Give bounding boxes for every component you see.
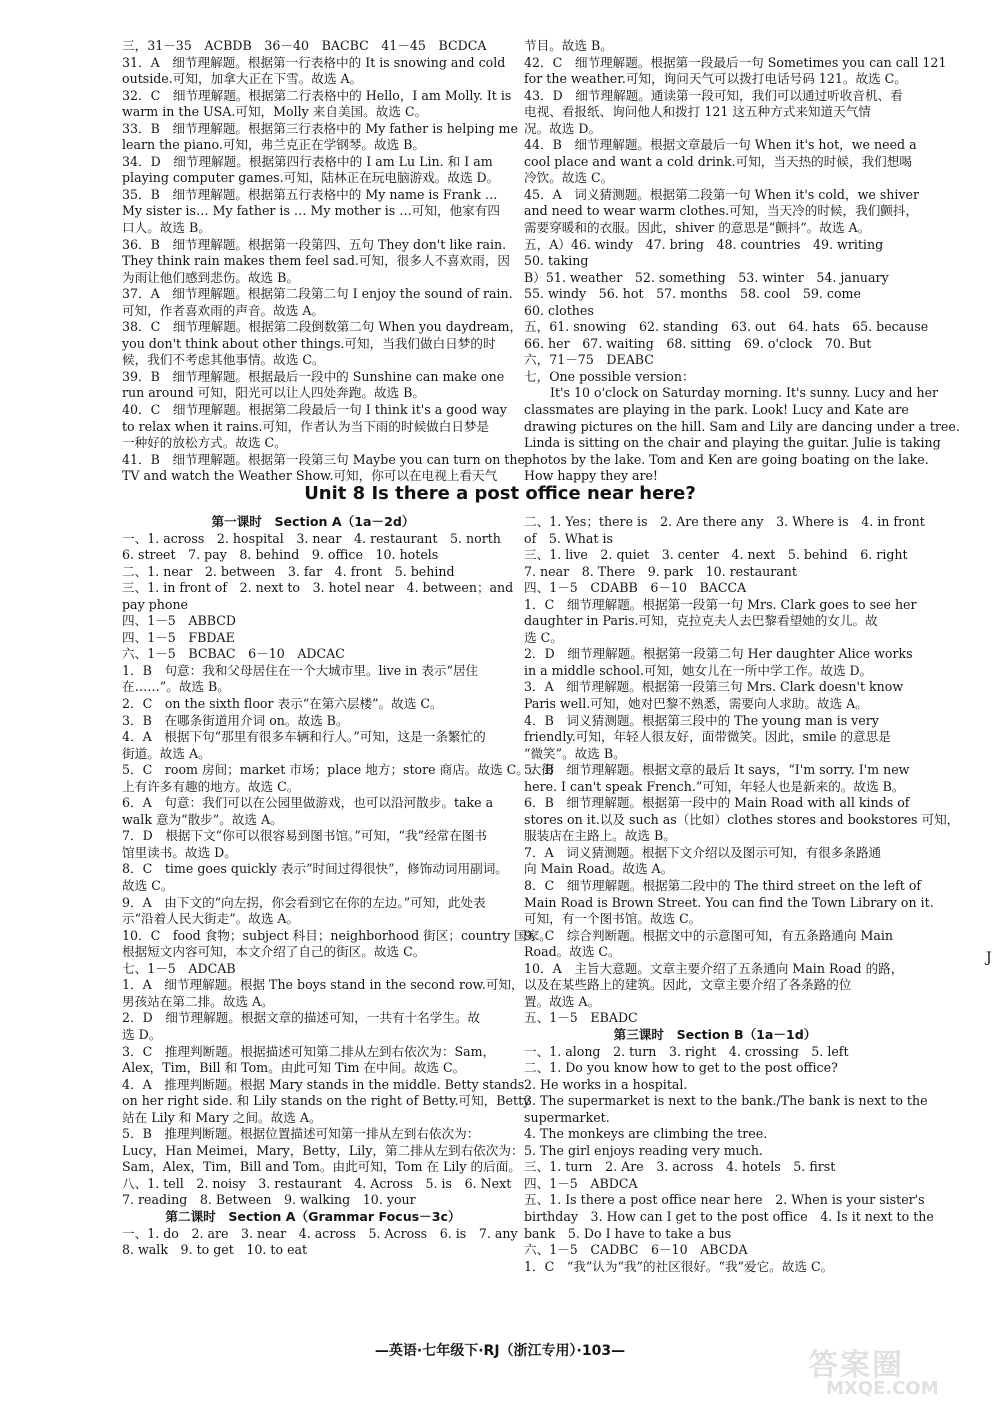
text-line: 8．C time goes quickly 表示“时间过得很快”，修饰动词用副词。 [122,861,508,877]
text-line: stores on it.以及 such as（比如）clothes stores and bookstores 可知， [524,811,960,827]
text-line: you don't think about other things.可知，当我们做白日梦的时 [122,335,496,351]
text-line: 四、1－5 CDABB 6－10 BACCA [524,580,747,596]
text-line: 7. near 8. There 9. park 10. restaurant [524,563,797,579]
text-line: 4．A 推理判断题。根据 Mary stands in the middle. Betty stands [122,1076,525,1092]
text-line: 三，31－35 ACBDB 36－40 BACBC 41－45 BCDCA [122,38,487,53]
text-line: Lucy，Han Meimei，Mary，Betty，Lily，第二排从左到右依次为： [122,1142,524,1158]
text-line: in a middle school.可知，她女儿在一所中学工作。故选 D。 [524,662,873,678]
text-line: 四、1－5 ABDCA [524,1175,638,1191]
text-line: 32．C 细节理解题。根据第二行表格中的 Hello，I am Molly. It is [122,87,512,103]
text-line: 八、1. tell 2. noisy 3. restaurant 4. Across 5. is 6. Next [122,1175,512,1191]
text-line: 4. The monkeys are climbing the tree. [524,1126,768,1142]
text-line: 10．C food 食物；subject 科目；neighborhood 街区；country 国家。 [122,927,552,943]
text-line: How happy they are! [524,468,658,484]
text-line: 四、1－5 FBDAE [122,629,235,645]
watermark-url: MXQE.COM [826,1378,939,1399]
text-line: 2．D 细节理解题。根据文章的描述可知，一共有十名学生。故 [122,1010,481,1026]
text-line: 根据短文内容可知，本文介绍了自己的街区。故选 C。 [122,944,426,960]
text-line: 向 Main Road。故选 A。 [524,861,674,877]
text-line: TV and watch the Weather Show.可知，你可以在电视上看天气 [122,468,498,484]
text-line: 34．D 细节理解题。根据第四行表格中的 I am Lu Lin. 和 I am [122,153,493,169]
text-line: Linda is sitting on the chair and playing the guitar. Julie is taking [524,435,941,451]
text-line: 况。故选 D。 [524,120,602,136]
text-line: 31．A 细节理解题。根据第一行表格中的 It is snowing and cold [122,54,506,70]
text-line: 3．A 细节理解题。根据第一段第三句 Mrs. Clark doesn't know [524,679,904,695]
text-line: 站在 Lily 和 Mary 之间。故选 A。 [122,1109,322,1125]
text-line: 66. her 67. waiting 68. sitting 69. o'clock 70. But [524,335,872,351]
text-line: 二、1. Do you know how to get to the post office? [524,1060,838,1076]
text-line: 五，61. snowing 62. standing 63. out 64. hats 65. because [524,319,929,335]
text-line: 上有许多有趣的地方。故选 C。 [122,778,300,794]
text-line: 一、1. do 2. are 3. near 4. across 5. Across 6. is 7. any [122,1225,518,1241]
text-line: 五、1. Is there a post office near here 2. When is your sister's [524,1192,925,1208]
text-line: 选 C。 [524,629,563,645]
text-line: 六、1－5 BCBAC 6－10 ADCAC [122,646,345,662]
top-left-column [122,38,525,485]
text-line: 六，71－75 DEABC [524,352,654,368]
text-line: 三、1. live 2. quiet 3. center 4. next 5. behind 6. right [524,547,908,563]
text-line: here. I can't speak French.”可知，年轻人也是新来的。故选 B。 [524,778,905,794]
bottom-left-column [122,514,555,1259]
text-line: 可知，有一个图书馆。故选 C。 [524,911,702,927]
text-line: Road。故选 C。 [524,944,621,960]
text-line: 1．C “我”认为“我”的社区很好。“我”爱它。故选 C。 [524,1258,834,1274]
text-line: 41．B 细节理解题。根据第一段第三句 Maybe you can turn on the [122,451,525,467]
text-line: 4．A 根据下句“那里有很多车辆和行人。”可知，这是一条繁忙的 [122,729,486,745]
text-line: friendly.可知，年轻人很友好，面带微笑。因此，smile 的意思是 [524,729,891,745]
text-line: 电视、看报纸、询问他人和拨打 121 这五种方式来知道天气情 [524,104,871,120]
text-line: 39．B 细节理解题。根据最后一段中的 Sunshine can make one [122,368,505,384]
text-line: 一种好的放松方式。故选 C。 [122,435,287,451]
text-line: 8. walk 9. to get 10. to eat [122,1242,308,1258]
text-line: 5. The girl enjoys reading very much. [524,1142,763,1158]
text-line: photos by the lake. Tom and Ken are going boating on the lake. [524,451,929,467]
text-line: 二、1. Yes；there is 2. Are there any 3. Where is 4. in front [524,514,925,529]
text-line: 一、1. across 2. hospital 3. near 4. restaurant 5. north [122,530,501,546]
text-line: and need to wear warm clothes.可知，当天冷的时候，我们颤抖， [524,203,919,219]
text-line: 7. reading 8. Between 9. walking 10. your [122,1192,416,1208]
text-line: 五，A）46. windy 47. bring 48. countries 49. writing [524,236,884,252]
text-line: 4．B 词义猜测题。根据第三段中的 The young man is very [524,712,879,728]
text-line: 三、1. turn 2. Are 3. across 4. hotels 5. first [524,1159,836,1175]
text-line: 60. clothes [524,302,594,318]
text-line: 候，我们不考虑其他事情。故选 C。 [122,352,325,368]
text-line: 6．A 句意：我们可以在公园里做游戏，也可以沿河散步。take a [122,795,494,811]
text-line: 置。故选 A。 [524,993,601,1009]
text-line: My sister is… My father is … My mother is …可知，他家有四 [122,203,500,219]
text-line: It's 10 o'clock on Saturday morning. It's sunny. Lucy and her [550,385,939,401]
text-line: 节目。故选 B。 [524,38,613,53]
text-line: run around 可知，阳光可以让人四处奔跑。故选 B。 [122,385,425,401]
text-line: They think rain makes them feel sad.可知，很多人不喜欢雨，因 [122,253,511,269]
text-line: 服装店在主路上。故选 B。 [524,828,676,844]
text-line: 42．C 细节理解题。根据第一段最后一句 Sometimes you can call 121 [524,54,947,70]
text-line: bank 5. Do I have to take a bus [524,1225,732,1241]
text-line: 2．D 细节理解题。根据第一段第二句 Her daughter Alice works [524,646,913,662]
text-line: 3. The supermarket is next to the bank./The bank is next to the [524,1093,928,1109]
text-line: 故选 C。 [122,878,174,894]
text-line: 8．C 细节理解题。根据第二段中的 The third street on the left of [524,878,922,894]
text-line: warm in the USA.可知，Molly 来自美国。故选 C。 [122,104,428,120]
text-line: 馆里读书。故选 D。 [122,844,237,860]
text-line: daughter in Paris.可知，克拉克夫人去巴黎看望她的女儿。故 [524,613,878,629]
bottom-right-column [524,514,960,1275]
text-line: 3．C 推理判断题。根据描述可知第二排从左到右依次为：Sam， [122,1043,496,1059]
unit-title: Unit 8 Is there a post office near here? [304,483,696,504]
text-line: 示“沿着人民大街走”。故选 A。 [122,911,300,927]
text-line: 在……”。故选 B。 [122,679,230,695]
text-line: 36．B 细节理解题。根据第一段第四、五句 They don't like rain. [122,236,507,252]
text-line: 6. street 7. pay 8. behind 9. office 10. hotels [122,547,439,563]
text-line: 2．C on the sixth floor 表示“在第六层楼”。故选 C。 [122,696,443,712]
text-line: “微笑”。故选 B。 [524,745,626,761]
watermark-text: 答案圈 [808,1348,904,1383]
text-line: 35．B 细节理解题。根据第五行表格中的 My name is Frank … [122,186,498,202]
text-line: supermarket. [524,1109,610,1125]
text-line: drawing pictures on the hill. Sam and Lily are dancing under a tree. [524,418,960,434]
text-line: 37．A 细节理解题。根据第二段第二句 I enjoy the sound of rain. [122,286,513,302]
text-line: 七，One possible version： [524,368,695,384]
text-line: 50. taking [524,253,589,269]
text-line: 9．A 由下文的“向左拐，你会看到它在你的左边。”可知，此处表 [122,894,486,910]
text-line: 45．A 词义猜测题。根据第二段第一句 When it's cold，we shiver [524,186,920,202]
text-line: birthday 3. How can I get to the post office 4. Is it next to the [524,1208,934,1224]
text-line: 男孩站在第二排。故选 A。 [122,993,274,1009]
text-line: 9．C 综合判断题。根据文中的示意图可知，有五条路通向 Main [524,927,894,943]
text-line: on her right side. 和 Lily stands on the right of Betty.可知，Betty [122,1093,531,1109]
text-line: 43．D 细节理解题。通读第一段可知，我们可以通过听收音机、看 [524,87,903,103]
section-heading: 第二课时 Section A（Grammar Focus－3c） [165,1208,461,1224]
page-footer: —英语·七年级下·RJ（浙江专用）·103— [374,1343,626,1359]
text-line: 1．A 细节理解题。根据 The boys stand in the second row.可知， [122,977,524,993]
text-line: 冷饮。故选 C。 [524,170,614,186]
text-line: 五、1－5 EBADC [524,1010,638,1026]
text-line: for the weather.可知，询问天气可以拨打电话号码 121。故选 C。 [524,71,907,87]
text-line: B）51. weather 52. something 53. winter 54. january [524,269,889,285]
text-line: 6．B 细节理解题。根据第一段中的 Main Road with all kinds of [524,795,910,811]
text-line: Paris well.可知，她对巴黎不熟悉，需要向人求助。故选 A。 [524,696,868,712]
margin-mark: J [986,950,992,966]
watermark-logo [808,1340,990,1402]
text-line: Sam，Alex，Tim，Bill and Tom。由此可知，Tom 在 Lily 的后面。 [122,1159,521,1175]
text-line: 需要穿暖和的衣服。因此，shiver 的意思是“颤抖”。故选 A。 [524,220,871,236]
text-line: 二、1. near 2. between 3. far 4. front 5. behind [122,563,455,579]
text-line: learn the piano.可知，弗兰克正在学钢琴。故选 B。 [122,137,425,153]
text-line: 33．B 细节理解题。根据第三行表格中的 My father is helping me [122,120,518,136]
text-line: 5．C room 房间；market 市场；place 地方；store 商店。故选 C。大街 [122,762,555,778]
text-line: 七、1－5 ADCAB [122,960,236,976]
text-line: 街道。故选 A。 [122,745,211,761]
text-line: 六、1－5 CADBC 6－10 ABCDA [524,1242,748,1258]
text-line: 5．B 细节理解题。根据文章的最后 It says，“I'm sorry. I'm new [524,762,910,778]
text-line: 5．B 推理判断题。根据位置描述可知第一排从左到右依次为： [122,1126,480,1142]
text-line: 1．B 句意：我和父母居住在一个大城市里。live in 表示“居住 [122,662,479,678]
top-right-column [524,38,960,485]
text-line: 3．B 在哪条街道用介词 on。故选 B。 [122,712,349,728]
text-line: Main Road is Brown Street. You can find the Town Library on it. [524,894,934,910]
text-line: 40．C 细节理解题。根据第二段最后一句 I think it's a good way [122,402,507,418]
text-line: 选 D。 [122,1026,162,1042]
text-line: 1．C 细节理解题。根据第一段第一句 Mrs. Clark goes to see her [524,596,917,612]
text-line: classmates are playing in the park. Look! Lucy and Kate are [524,402,909,418]
text-line: of 5. What is [524,530,613,546]
text-line: 38．C 细节理解题。根据第二段倒数第二句 When you daydream， [122,319,523,335]
text-line: 以及在某些路上的建筑。因此，文章主要介绍了各条路的位 [524,977,852,993]
text-line: 44．B 细节理解题。根据文章最后一句 When it's hot，we need a [524,137,917,153]
text-line: 为雨让他们感到悲伤。故选 B。 [122,269,299,285]
text-line: walk 意为“散步”。故选 A。 [122,811,283,827]
text-line: pay phone [122,596,189,612]
text-line: 2. He works in a hospital. [524,1076,688,1092]
section-heading: 第一课时 Section A（1a－2d） [211,514,415,529]
text-line: 7．A 词义猜测题。根据下文介绍以及图示可知，有很多条路通 [524,844,882,860]
text-line: 55. windy 56. hot 57. months 58. cool 59. come [524,286,861,302]
text-line: 四、1－5 ABBCD [122,613,236,629]
text-line: 口人。故选 B。 [122,220,211,236]
text-line: 10．A 主旨大意题。文章主要介绍了五条通向 Main Road 的路， [524,960,904,976]
section-heading: 第三课时 Section B（1a－1d） [613,1026,817,1042]
text-line: outside.可知，加拿大正在下雪。故选 A。 [122,71,363,87]
text-line: playing computer games.可知，陆林正在玩电脑游戏。故选 D。 [122,170,500,186]
text-line: 7．D 根据下文“你可以很容易到图书馆。”可知，“我”经常在图书 [122,828,488,844]
text-line: 可知，作者喜欢雨的声音。故选 A。 [122,302,325,318]
text-line: Alex，Tim，Bill 和 Tom。由此可知 Tim 在中间。故选 C。 [122,1060,466,1076]
text-line: cool place and want a cold drink.可知，当天热的时候，我们想喝 [524,153,912,169]
text-line: to relax when it rains.可知，作者认为当下雨的时候做白日梦是 [122,418,490,434]
text-line: 一、1. along 2. turn 3. right 4. crossing 5. left [524,1043,849,1059]
text-line: 三、1. in front of 2. next to 3. hotel near 4. between；and [122,580,514,596]
